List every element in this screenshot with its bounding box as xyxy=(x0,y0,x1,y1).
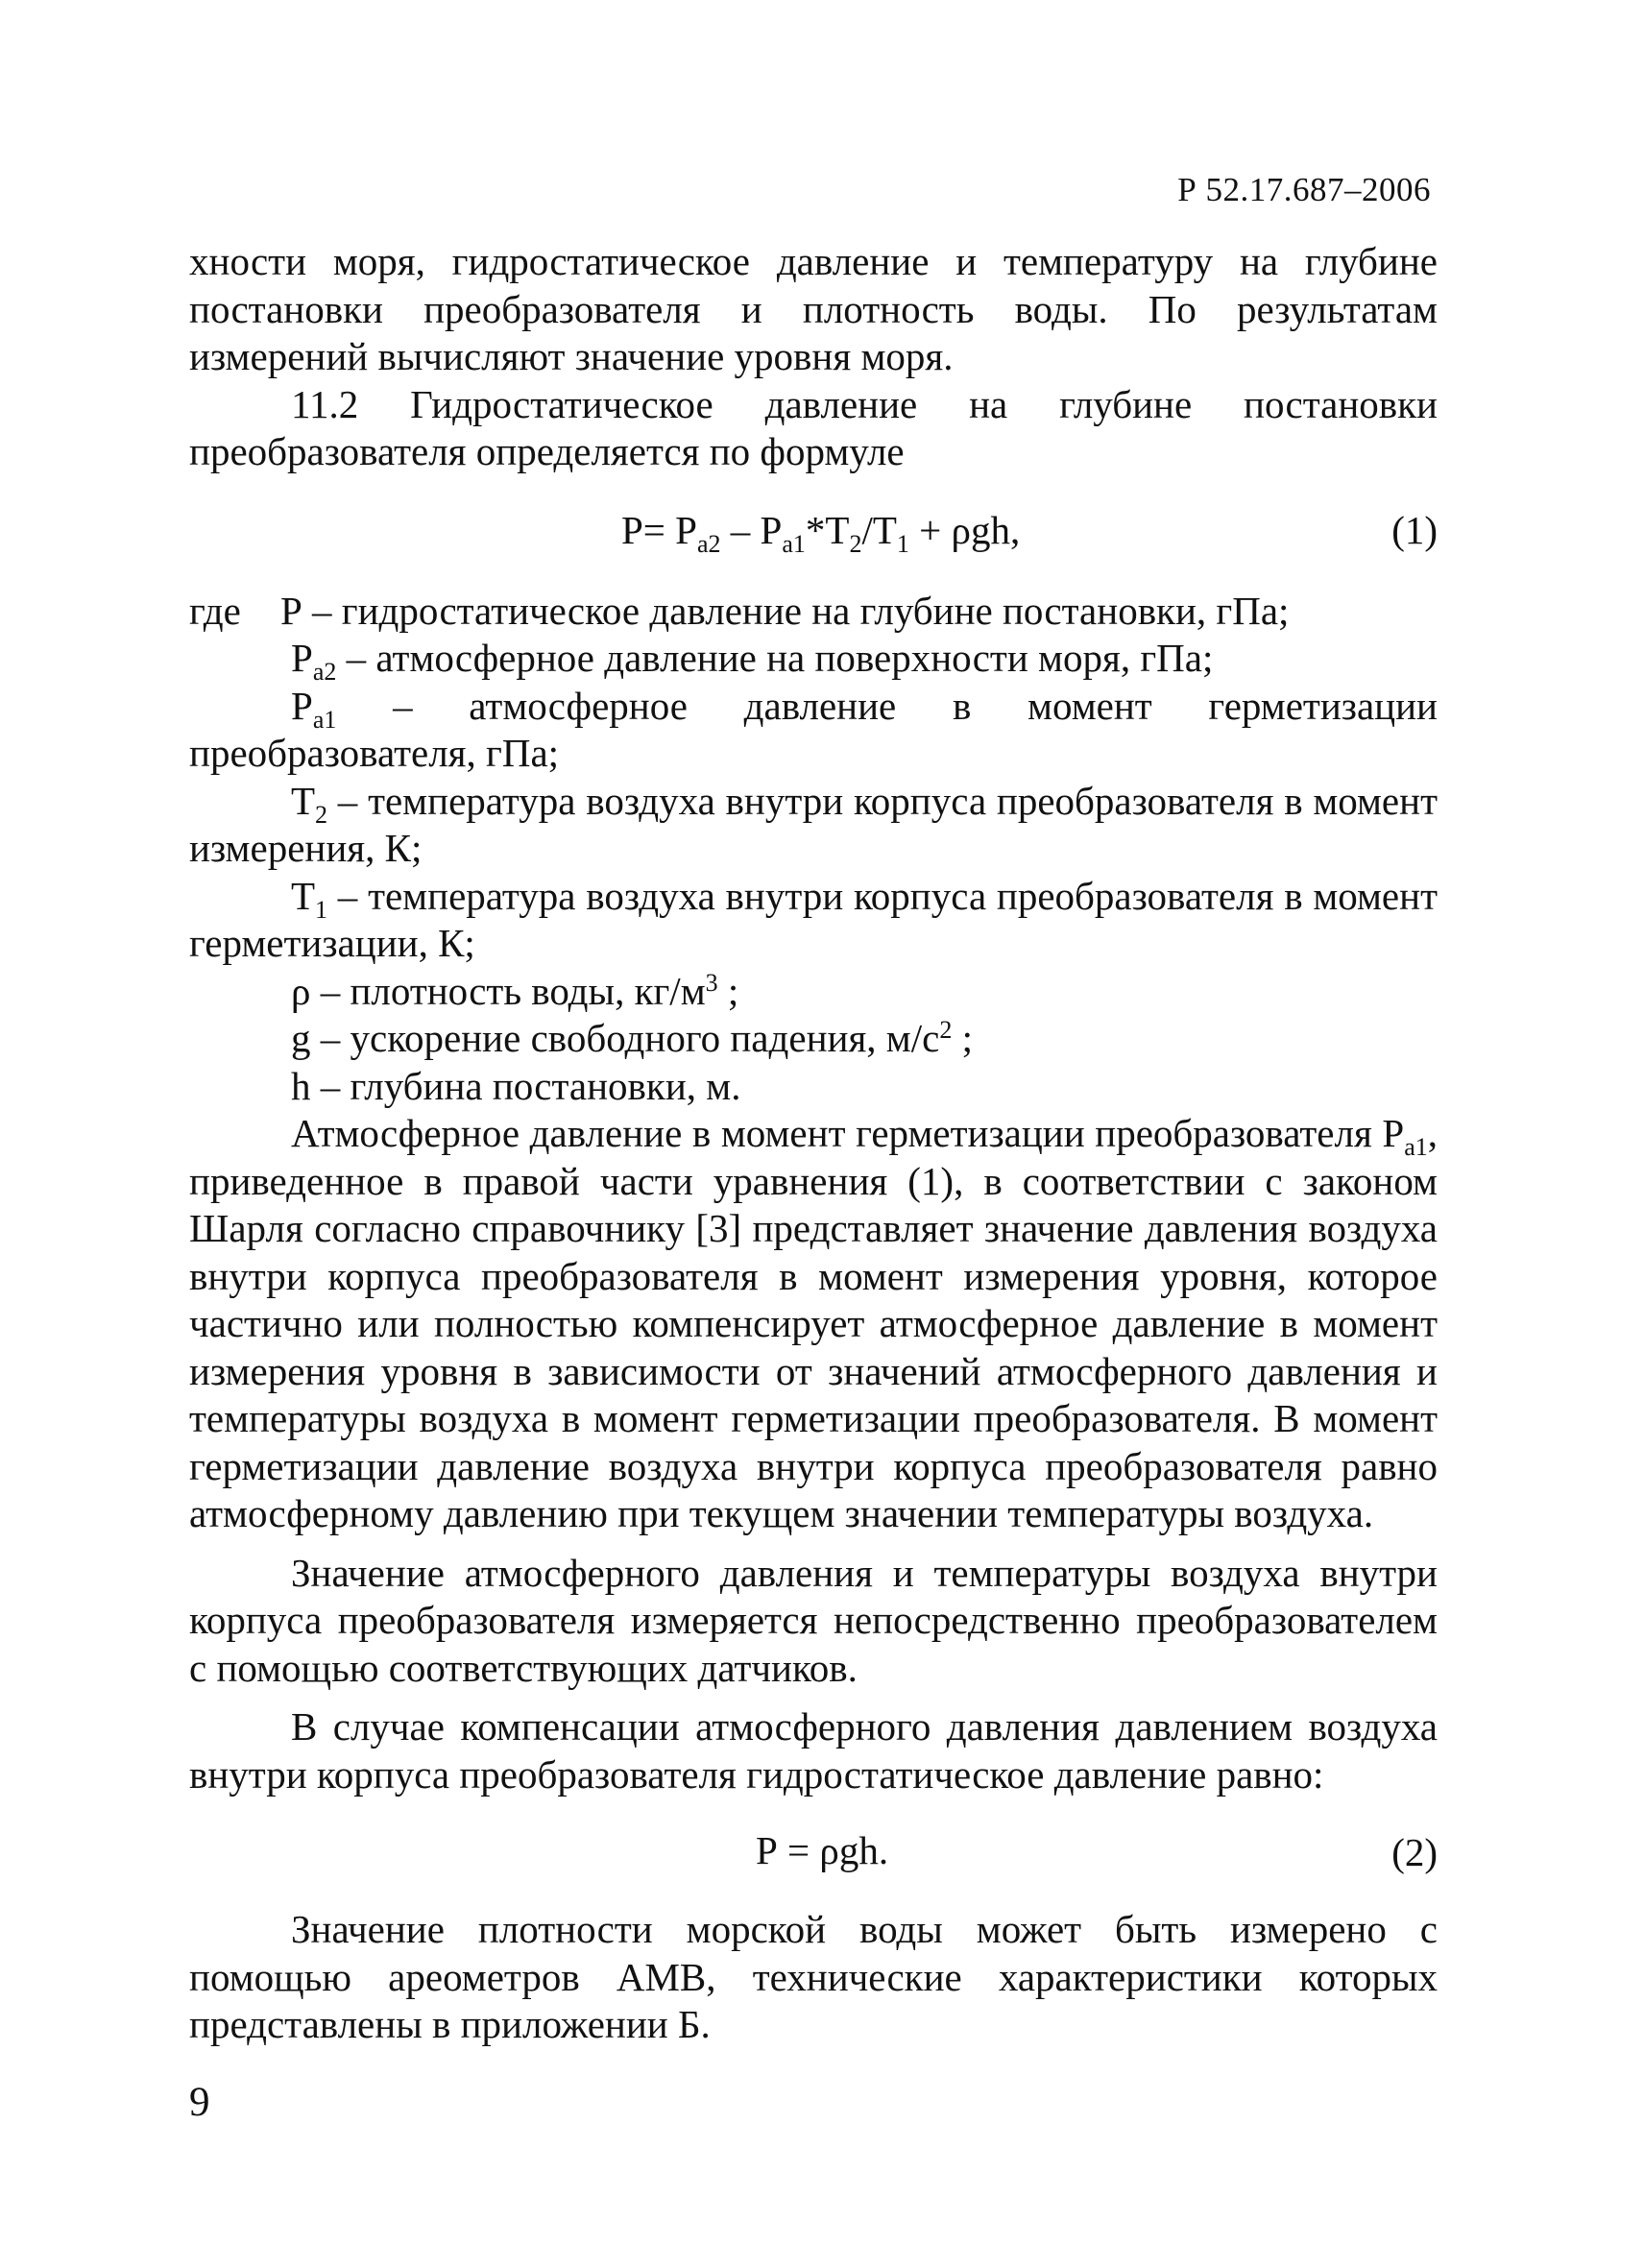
formula-1-part: /T xyxy=(861,507,897,552)
formula-1-part: P= P xyxy=(621,507,697,552)
definition-text: ; xyxy=(717,968,739,1013)
definition-text: ; xyxy=(952,1016,973,1060)
definition-t2 xyxy=(189,778,1438,873)
body-text xyxy=(189,238,1438,2049)
definition-g xyxy=(189,1015,1438,1063)
formula-1-part: – P xyxy=(720,507,783,552)
definition-symbol: Р xyxy=(291,683,313,728)
definition-sub: а2 xyxy=(312,658,337,686)
formula-2-number: (2) xyxy=(1391,1830,1438,1874)
paragraph-text: , приведенное в правой части уравнения (1), в соответствии с законом Шарля согласно справочнику [3] представляет значение давления воздуха внутри корпуса преобразователя в момент измерения уровня, которое частично или полностью компенсирует атмосферное давление в момент измерения уровня в зависимости от значений атмосферного давления и температуры воздуха в момент герметизации преобразователя. В момент герметизации давление воздуха внутри корпуса преобразователя равно атмосферному давлению при текущем значении температуры воздуха. xyxy=(189,1111,1438,1535)
definition-pa2 xyxy=(189,635,1438,686)
definition-sup: 3 xyxy=(705,968,718,997)
definition-t1 xyxy=(189,873,1438,968)
formula-1-number: (1) xyxy=(1391,507,1438,552)
definition-sub: 2 xyxy=(315,800,328,829)
formula-1-part: *T xyxy=(805,507,850,552)
formula-1 xyxy=(621,507,1021,558)
paragraph-atmospheric-pressure xyxy=(189,1110,1438,1538)
formula-2-row xyxy=(189,1798,1438,1906)
formula-1-row xyxy=(189,476,1438,584)
definition-text: – температура воздуха внутри корпуса преобразователя в момент измерения, К; xyxy=(189,778,1438,870)
formula-1-sub: 1 xyxy=(896,529,909,558)
definition-sub: 1 xyxy=(315,895,328,924)
formula-1-sub: 2 xyxy=(849,529,862,558)
definition-text: Р – гидростатическое давление на глубине постановки, гПа; xyxy=(280,588,1290,633)
definition-h: h – глубина постановки, м. xyxy=(291,1063,741,1108)
definition-text: g – ускорение свободного падения, м/с xyxy=(291,1016,940,1060)
definition-text: ρ – плотность воды, кг/м xyxy=(291,968,706,1013)
definition-symbol: Т xyxy=(291,778,316,823)
definition-sub: а1 xyxy=(312,705,337,734)
definition-symbol: Р xyxy=(291,636,313,680)
paragraph-text: Атмосферное давление в момент герметизации преобразователя Р xyxy=(291,1111,1405,1155)
definition-rho xyxy=(189,968,1438,1016)
document-code: Р 52.17.687–2006 xyxy=(1177,171,1431,208)
paragraph-measurement: Значение атмосферного давления и температуры воздуха внутри корпуса преобразователя измеряется непосредственно преобразователем с помощью соответствующих датчиков. xyxy=(189,1550,1438,1690)
formula-2: Р = ρgh. xyxy=(756,1828,889,1872)
definition-text: – атмосферное давление на поверхности моря, гПа; xyxy=(336,636,1214,680)
paragraph-11-2: 11.2 Гидростатическое давление на глубине постановки преобразователя определяется по формуле xyxy=(189,381,1438,473)
paragraph-density: Значение плотности морской воды может быть измерено с помощью ареометров АМВ, технические характеристики которых представлены в приложении Б. xyxy=(189,1907,1438,2046)
paragraph-sub: а1 xyxy=(1404,1133,1428,1161)
formula-1-sub: a2 xyxy=(696,529,721,558)
paragraph-compensation: В случае компенсации атмосферного давления давлением воздуха внутри корпуса преобразователя гидростатическое давление равно: xyxy=(189,1704,1438,1797)
definition-p xyxy=(189,588,1438,636)
formula-1-sub: a1 xyxy=(782,529,806,558)
page-number: 9 xyxy=(189,2080,210,2125)
paragraph-continuation: хности моря, гидростатическое давление и температуру на глубине постановки преобразователя и плотность воды. По результатам измерений вычисляют значение уровня моря. xyxy=(189,239,1438,378)
formula-1-part: + ρgh, xyxy=(908,507,1021,552)
definition-pa1 xyxy=(189,683,1438,778)
definition-sup: 2 xyxy=(939,1016,953,1044)
where-word: где xyxy=(189,588,241,633)
definition-text: – атмосферное давление в момент герметизации преобразователя, гПа; xyxy=(189,683,1438,775)
definition-symbol: Т xyxy=(291,873,316,918)
definition-text: – температура воздуха внутри корпуса преобразователя в момент герметизации, К; xyxy=(189,873,1438,965)
